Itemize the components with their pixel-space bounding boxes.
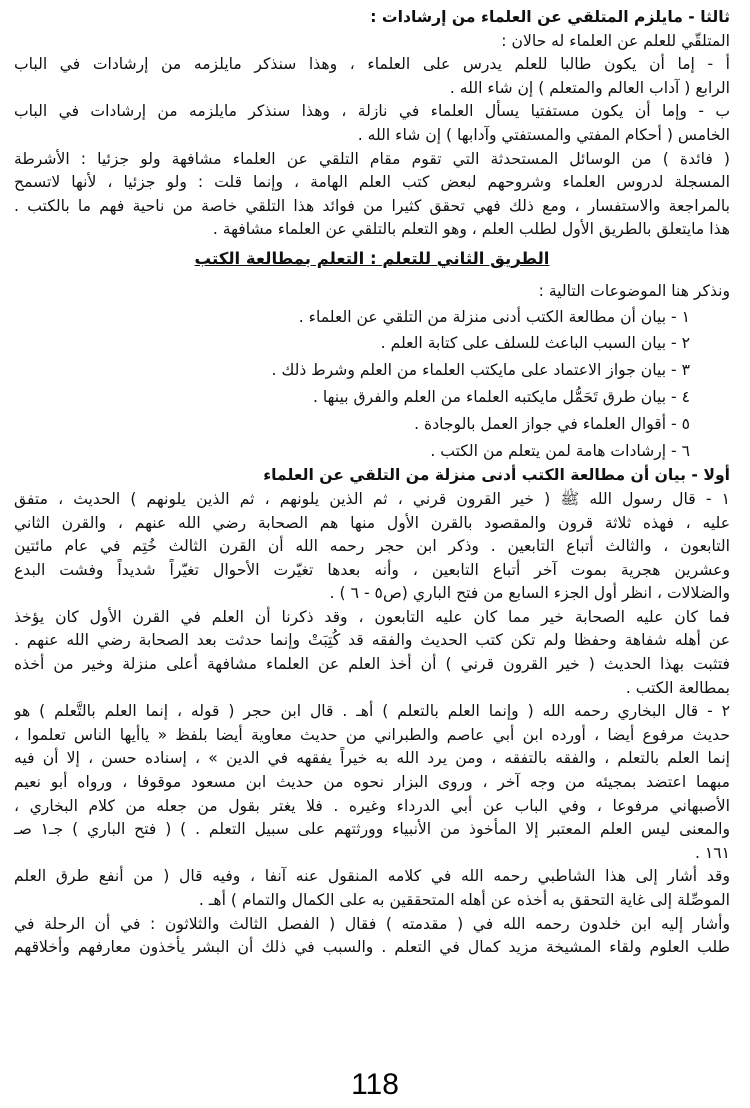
text-line: وقد أشار إلى هذا الشاطبي رحمه الله في كلامه المنقول عنه آنفا ، وفيه قال ( من أنفع طرق العلم <box>14 867 730 886</box>
text-line: والمعنى ليس العلم المعتبر إلا المأخوذ من الأنبياء وورثتهم على سبيل التعلم . ) ( فتح الباري ) جـ١ صـ <box>14 820 730 839</box>
chapter-heading: الطريق الثاني للتعلم : التعلم بمطالعة الكتب <box>194 248 550 268</box>
page-content <box>14 6 730 960</box>
text-line: المتلقّي للعلم عن العلماء له حالان : <box>501 31 730 50</box>
text-line: ٢ - قال البخاري رحمه الله ( وإنما العلم بالتعلم ) أهـ . قال ابن حجر ( قوله ، إنما العلم بالتَّعلم ) هو <box>14 702 730 721</box>
text-line: الرابع ( آداب العالم والمتعلم ) إن شاء الله . <box>449 78 730 97</box>
list-item: ٤ - بيان طرق تَحَمُّل مايكتبه العلماء من العلم والفرق بينها . <box>312 387 690 406</box>
text-line: ١ - قال رسول الله ﷺ ( خير القرون قرني ، ثم الذين يلونهم ، ثم الذين يلونهم ) الحديث ، متفق <box>14 489 730 508</box>
text-line: ب - وإما أن يكون مستفتيا يسأل العلماء في نازلة ، وهذا سنذكر مايلزمه من إرشادات في الباب <box>14 102 730 121</box>
text-line: المسجلة لدروس العلماء وشروحهم لبعض كتب العلم الهامة ، وإنما قلت : ولو جزئيا ، لأنها لاتسمح <box>14 173 730 192</box>
text-line: مبهما اعتضد بمجيئه من وجه آخر ، وروى البزار نحوه من حديث ابن مسعود موقوفا ، ورواه أبو نعيم <box>14 773 730 792</box>
list-item: ٣ - بيان جواز الاعتماد على مايكتب العلماء من العلم وشرط ذلك . <box>271 361 690 380</box>
text-line: هذا مايتعلق بالطريق الأول لطلب العلم ، وهو التعلم بالتلقي عن العلماء مشافهة . <box>212 220 730 239</box>
section-heading-third: ثالثا - مايلزم المتلقي عن العلماء من إرشادات : <box>370 8 730 26</box>
text-line: عن أهله شفاهة وحفظا ولم تكن كتب الحديث والفقه قد كُتِبَتْ وإنما حدثت بعد الصحابة رضي الله عنهم . <box>14 631 730 650</box>
intro-line: ونذكر هنا الموضوعات التالية : <box>538 281 730 300</box>
text-line: طلب العلوم ولقاء المشيخة مزيد كمال في التعلم . والسبب في ذلك أن البشر يأخذون معارفهم وأخلاقهم <box>14 938 730 957</box>
text-line: إنما العلم بالتعلم ، والفقه بالتفقه ، ومن يرد الله به خيراً يفقهه في الدين » ، إسناده حسن ، إلا أن فيه <box>14 749 730 768</box>
list-item: ٥ - أقوال العلماء في جواز العمل بالوجادة . <box>414 414 690 433</box>
list-item: ٦ - إرشادات هامة لمن يتعلم من الكتب . <box>430 441 690 460</box>
text-line: الخامس ( أحكام المفتي والمستفتي وآدابها ) إن شاء الله . <box>357 125 730 144</box>
text-line: عليه ، فهذه ثلاثة قرون والمقصود بالقرن الأول منها هم الصحابة رضي الله عنهم ، والقرن الثاني <box>14 513 730 532</box>
text-line: فتثبت بهذا الحديث ( خير القرون قرني ) أن أخذ العلم عن العلماء مشافهة أعلى منزلة وخير من أخذه <box>14 655 730 674</box>
section-title: أولا - بيان أن مطالعة الكتب أدنى منزلة من التلقي عن العلماء <box>263 466 730 485</box>
text-line: ( فائدة ) من الوسائل المستحدثة التي تقوم مقام التلقي عن العلماء مشافهة ولو جزئيا : الأشرطة <box>14 149 730 168</box>
text-line: الموصِّلة إلى غاية التحقق به أخذه عن أهله المتحققين به على الكمال والتمام ) أهـ . <box>198 891 730 909</box>
text-line: والضلالات ، انظر أول الجزء السابع من فتح الباري (ص٥ - ٦ ) . <box>329 584 730 603</box>
text-line: بمطالعة الكتب . <box>625 678 730 697</box>
list-item: ١ - بيان أن مطالعة الكتب أدنى منزلة من التلقي عن العلماء . <box>298 307 690 326</box>
text-line: وأشار إليه ابن خلدون رحمه الله في ( مقدمته ) فقال ( الفصل الثالث والثلاثون : في أن الرحلة في <box>14 914 730 933</box>
page-number: 118 <box>351 1068 399 1101</box>
text-line: حديث مرفوع أيضا ، أورده ابن أبي عاصم والطبراني من حديث معاوية أيضا بلفظ « ياأيها الناس تعلموا ، <box>14 725 730 744</box>
list-item: ٢ - بيان السبب الباعث للسلف على كتابة العلم . <box>380 334 690 353</box>
text-line: أ - إما أن يكون طالبا للعلم يدرس على العلماء ، وهذا سنذكر مايلزمه من إرشادات في الباب <box>14 55 730 74</box>
text-line: وعشرين هجرية بموت آخر أتباع التابعين ، وأنه بعدها تغيّرت الأحوال تغيّراً شديداً وفشت البدع <box>14 560 730 579</box>
text-line: بالمراجعة والاستفسار ، ومع ذلك فهي تحقق كثيرا من فوائد هذا التلقي خاصة من ناحية فهم ما بالكتب . <box>14 196 730 215</box>
text-line: التابعون ، والثالث أتباع التابعين . وذكر ابن حجر رحمه الله أن القرن الثالث خُتِم في عام مائتين <box>14 537 730 556</box>
text-line: ١٦١ . <box>694 843 730 862</box>
text-line: فما كان عليه الصحابة خير مما كان عليه التابعون ، وقد ذكرنا أن العلم في القرن الأول كان يؤخذ <box>14 607 730 626</box>
text-line: الأصبهاني مرفوعا ، وفي الباب عن أبي الدرداء وغيره . فلا يغتر بقول من جعله من كلام البخاري ، <box>14 796 730 815</box>
